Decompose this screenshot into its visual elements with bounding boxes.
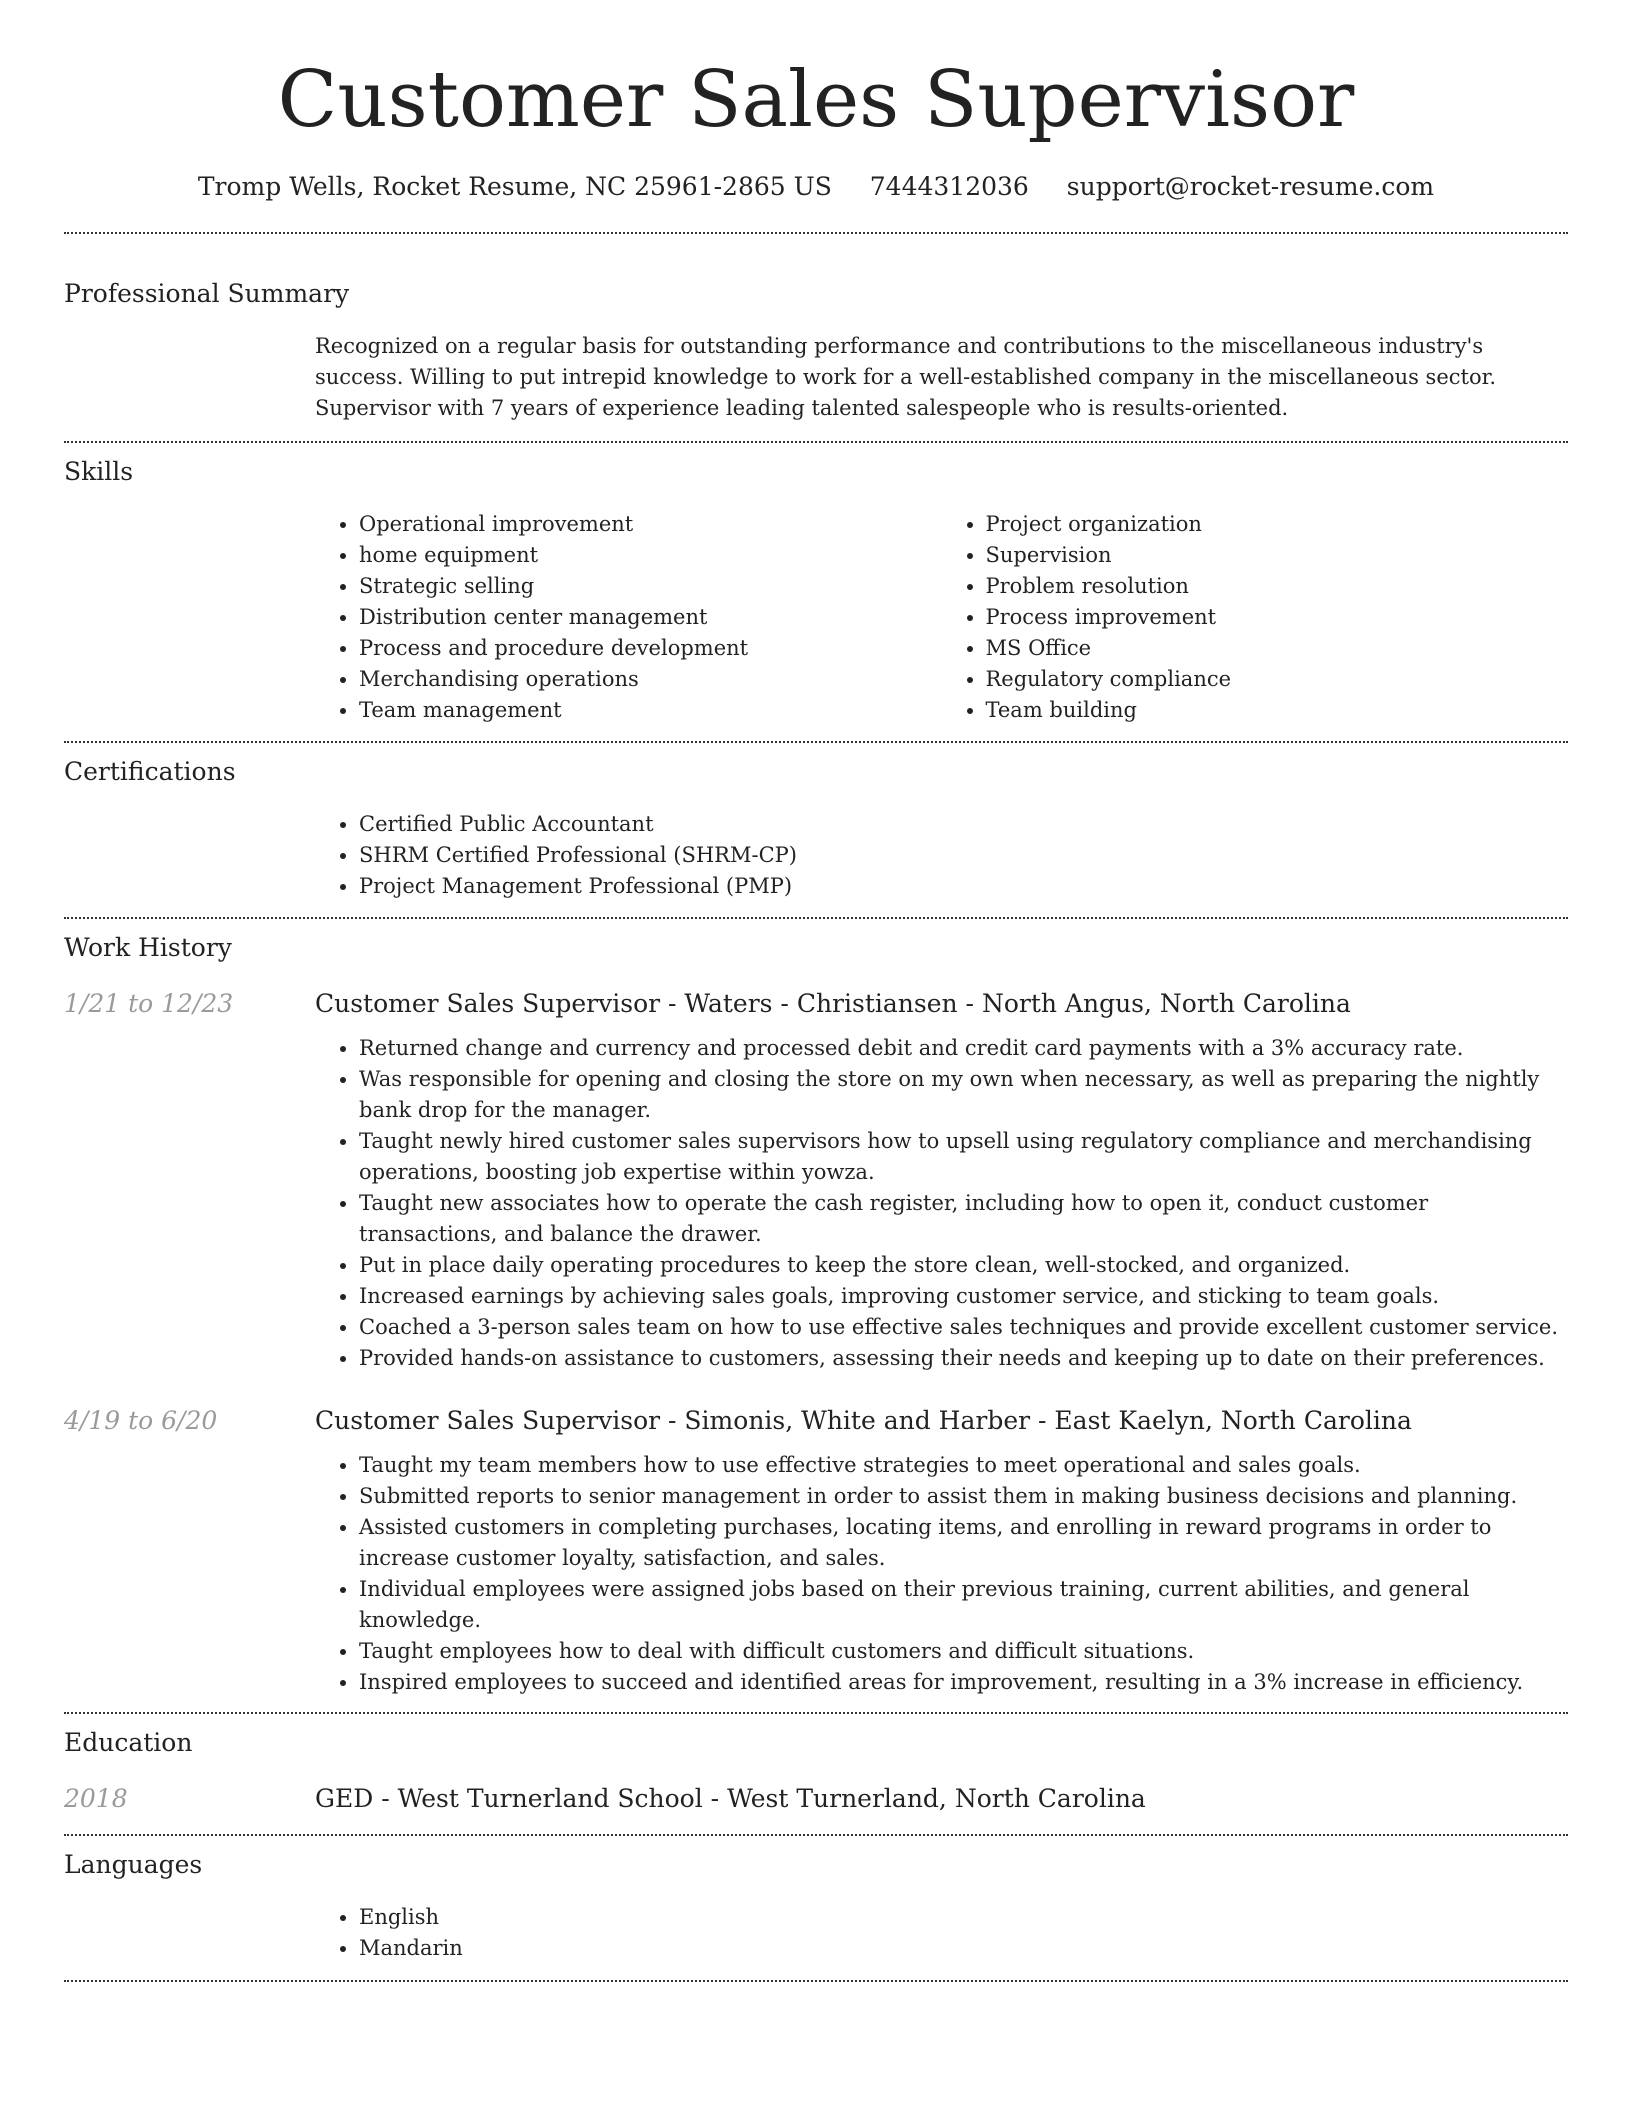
contact-email: support@rocket-resume.com — [1066, 172, 1435, 201]
job-bullet: • Submitted reports to senior management in order to assist them in making business decisions and planning. — [359, 1481, 1568, 1512]
summary-text: Recognized on a regular basis for outstanding performance and contributions to the miscellaneous industry's success. Willing to put intrepid knowledge to work for a well-established company in the miscellaneous sector. Supervisor with 7 years of experience leading talented salespeople who is results-oriented. — [315, 334, 1497, 420]
resume-header — [64, 0, 1568, 204]
skill-item: • Distribution center management — [359, 602, 942, 633]
job-details: - Simonis, White and Harber - East Kaelyn, North Carolina — [660, 1406, 1412, 1435]
skill-item: • Project organization — [986, 509, 1569, 540]
job-details: - Waters - Christiansen - North Angus, North Carolina — [660, 989, 1351, 1018]
certification-item: • Certified Public Accountant — [359, 809, 1568, 840]
languages-heading: Languages — [64, 1850, 203, 1879]
job-bullet: • Taught employees how to deal with difficult customers and difficult situations. — [359, 1636, 1568, 1667]
job-bullets — [315, 1033, 1568, 1374]
summary-section — [64, 277, 1568, 424]
education-entry — [64, 1782, 1568, 1816]
job-bullet: • Coached a 3-person sales team on how to use effective sales techniques and provide excellent customer service. — [359, 1312, 1568, 1343]
education-section — [64, 1726, 1568, 1816]
summary-heading: Professional Summary — [64, 279, 350, 308]
certification-item: • Project Management Professional (PMP) — [359, 871, 1568, 902]
skill-item: • Operational improvement — [359, 509, 942, 540]
contact-phone: 7444312036 — [869, 172, 1029, 201]
language-item: • Mandarin — [359, 1933, 1568, 1964]
job-entry — [64, 987, 1568, 1374]
job-entry — [64, 1404, 1568, 1698]
candidate-name: Customer Sales Supervisor — [277, 55, 1355, 145]
skills-heading: Skills — [64, 457, 134, 486]
skill-item: • Team management — [359, 695, 942, 726]
education-heading: Education — [64, 1728, 193, 1757]
education-details: - West Turnerland School - West Turnerland, North Carolina — [373, 1784, 1146, 1813]
certifications-list — [315, 809, 1568, 902]
languages-section — [64, 1848, 1568, 1964]
job-bullet: • Provided hands-on assistance to customers, assessing their needs and keeping up to date on their preferences. — [359, 1343, 1568, 1374]
skill-item: • Regulatory compliance — [986, 664, 1569, 695]
skills-section — [64, 455, 1568, 726]
job-role: Customer Sales Supervisor — [315, 1406, 661, 1435]
resume-page — [64, 0, 1568, 1982]
languages-list — [315, 1902, 1568, 1964]
certifications-heading: Certifications — [64, 757, 236, 786]
job-bullets — [315, 1450, 1568, 1698]
education-title-line — [315, 1782, 1146, 1816]
job-title-line — [315, 1404, 1412, 1438]
job-role: Customer Sales Supervisor — [315, 989, 661, 1018]
skills-list-left — [315, 509, 942, 726]
job-bullet: • Put in place daily operating procedures to keep the store clean, well-stocked, and organized. — [359, 1250, 1568, 1281]
job-bullet: • Individual employees were assigned jobs based on their previous training, current abilities, and general knowledge. — [359, 1574, 1568, 1636]
education-year: 2018 — [64, 1784, 128, 1813]
skill-item: • Strategic selling — [359, 571, 942, 602]
skill-item: • home equipment — [359, 540, 942, 571]
certification-item: • SHRM Certified Professional (SHRM-CP) — [359, 840, 1568, 871]
skill-item: • Team building — [986, 695, 1569, 726]
work-history-heading: Work History — [64, 933, 232, 962]
languages-content — [315, 1902, 1568, 1964]
job-bullet: • Taught new associates how to operate the cash register, including how to open it, conduct customer transactions, and balance the drawer. — [359, 1188, 1568, 1250]
skills-columns — [315, 509, 1568, 726]
section-divider — [64, 917, 1568, 919]
job-bullet: • Was responsible for opening and closing the store on my own when necessary, as well as preparing the nightly bank drop for the manager. — [359, 1064, 1568, 1126]
contact-line — [64, 170, 1568, 204]
job-header — [64, 987, 1568, 1021]
skill-item: • Problem resolution — [986, 571, 1569, 602]
job-bullet: • Inspired employees to succeed and identified areas for improvement, resulting in a 3% increase in efficiency. — [359, 1667, 1568, 1698]
section-divider — [64, 1834, 1568, 1836]
section-divider — [64, 441, 1568, 443]
section-divider — [64, 741, 1568, 743]
job-title-line — [315, 987, 1351, 1021]
certifications-content — [315, 809, 1568, 902]
skill-item: • Merchandising operations — [359, 664, 942, 695]
job-bullet: • Taught newly hired customer sales supervisors how to upsell using regulatory compliance and merchandising operations, boosting job expertise within yowza. — [359, 1126, 1568, 1188]
job-bullet-list — [315, 1033, 1568, 1374]
education-degree: GED — [315, 1784, 374, 1813]
job-dates: 1/21 to 12/23 — [64, 989, 234, 1018]
skill-item: • Process and procedure development — [359, 633, 942, 664]
contact-address: Tromp Wells, Rocket Resume, NC 25961-2865 US — [197, 172, 832, 201]
job-header — [64, 1404, 1568, 1438]
language-item: • English — [359, 1902, 1568, 1933]
job-bullet: • Taught my team members how to use effective strategies to meet operational and sales goals. — [359, 1450, 1568, 1481]
skill-item: • Supervision — [986, 540, 1569, 571]
certifications-section — [64, 755, 1568, 902]
skill-item: • Process improvement — [986, 602, 1569, 633]
section-divider — [64, 1712, 1568, 1714]
job-bullet-list — [315, 1450, 1568, 1698]
job-bullet: • Increased earnings by achieving sales goals, improving customer service, and sticking to team goals. — [359, 1281, 1568, 1312]
job-dates: 4/19 to 6/20 — [64, 1406, 218, 1435]
job-bullet: • Assisted customers in completing purchases, locating items, and enrolling in reward programs in order to increase customer loyalty, satisfaction, and sales. — [359, 1512, 1568, 1574]
section-divider — [64, 232, 1568, 234]
skills-list-right — [942, 509, 1569, 726]
skill-item: • MS Office — [986, 633, 1569, 664]
work-history-section — [64, 931, 1568, 1698]
section-divider — [64, 1980, 1568, 1982]
job-bullet: • Returned change and currency and processed debit and credit card payments with a 3% accuracy rate. — [359, 1033, 1568, 1064]
